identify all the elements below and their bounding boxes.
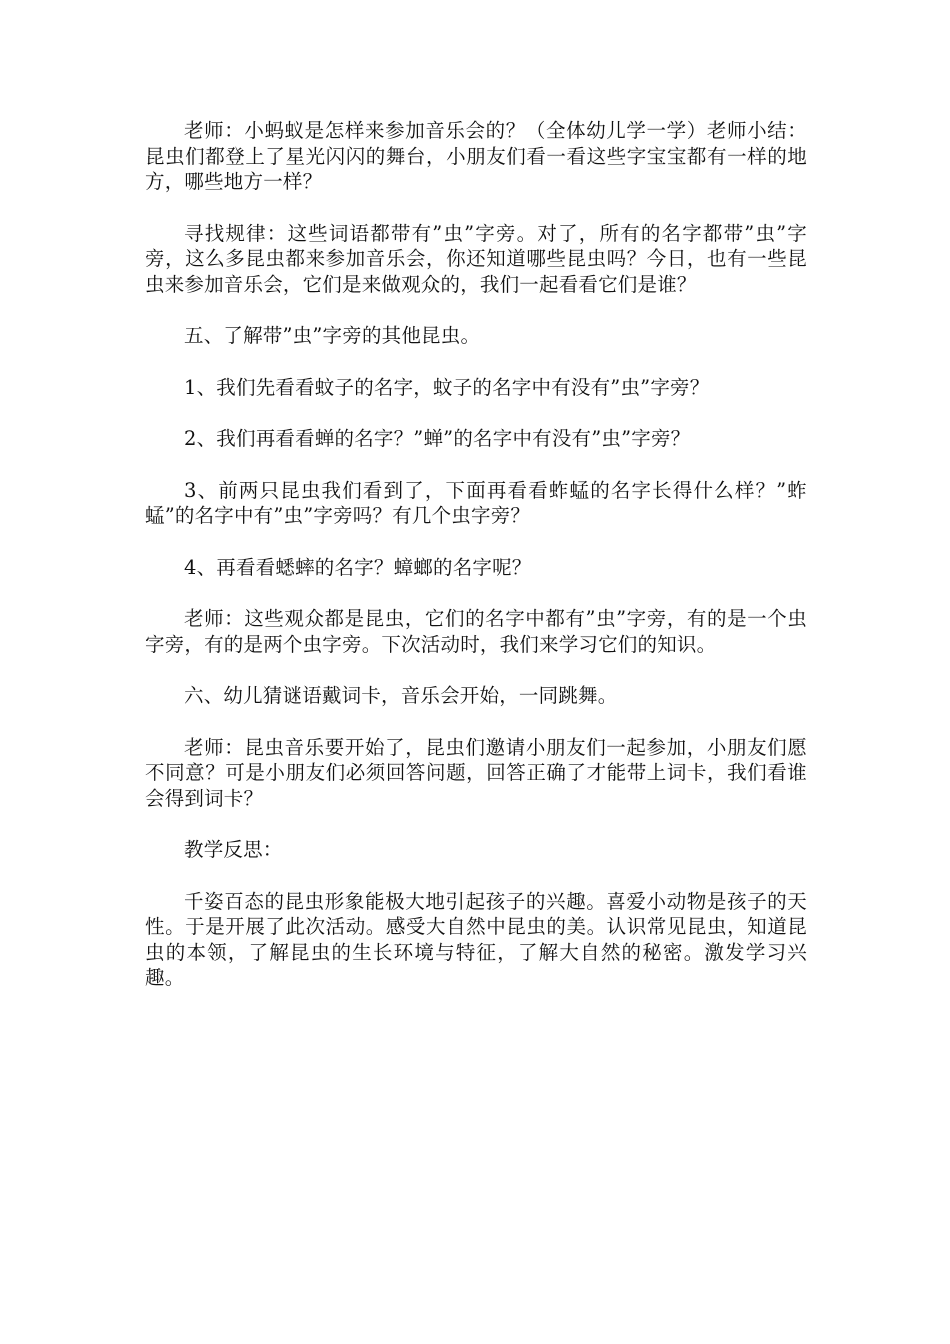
section-heading-five: 五、了解带”虫”字旁的其他昆虫。 — [184, 324, 481, 347]
paragraph-teacher-music: 老师：昆虫音乐要开始了，昆虫们邀请小朋友们一起参加，小朋友们愿不同意？可是小朋友们必须回答问题，回答正确了才能带上词卡，我们看谁会得到词卡？ — [145, 735, 807, 810]
paragraph-reflection: 千姿百态的昆虫形象能极大地引起孩子的兴趣。喜爱小动物是孩子的天性。于是开展了此次活动。感受大自然中昆虫的美。认识常见昆虫，知道昆虫的本领，了解昆虫的生长环境与特征，了解大自然的秘密。激发学习兴趣。 — [145, 889, 807, 989]
document-page — [145, 118, 807, 1017]
list-item-mosquito: 1、我们先看看蚊子的名字，蚊子的名字中有没有”虫”字旁？ — [184, 375, 710, 399]
list-item-grasshopper: 3、前两只昆虫我们看到了，下面再看看蚱蜢的名字长得什么样？”蚱蜢”的名字中有”虫”字旁吗？有几个虫字旁？ — [145, 478, 807, 527]
paragraph-teacher-ant: 老师：小蚂蚁是怎样来参加音乐会的？（全体幼儿学一学）老师小结：昆虫们都登上了星光闪闪的舞台，小朋友们看一看这些字宝宝都有一样的地方，哪些地方一样？ — [145, 119, 807, 193]
paragraph-find-pattern: 寻找规律：这些词语都带有”虫”字旁。对了，所有的名字都带”虫”字旁，这么多昆虫都来参加音乐会，你还知道哪些昆虫吗？今日，也有一些昆虫来参加音乐会，它们是来做观众的，我们一起看看它们是谁？ — [145, 221, 807, 296]
section-heading-six: 六、幼儿猜谜语戴词卡，音乐会开始，一同跳舞。 — [184, 684, 618, 707]
list-item-cicada: 2、我们再看看蝉的名字？”蝉”的名字中有没有”虫”字旁？ — [184, 427, 691, 450]
paragraph-teacher-audience: 老师：这些观众都是昆虫，它们的名字中都有”虫”字旁，有的是一个虫字旁，有的是两个虫字旁。下次活动时，我们来学习它们的知识。 — [145, 607, 807, 656]
section-heading-reflection: 教学反思： — [184, 838, 283, 861]
list-item-cricket: 4、再看看蟋蟀的名字？蟑螂的名字呢？ — [184, 555, 532, 579]
